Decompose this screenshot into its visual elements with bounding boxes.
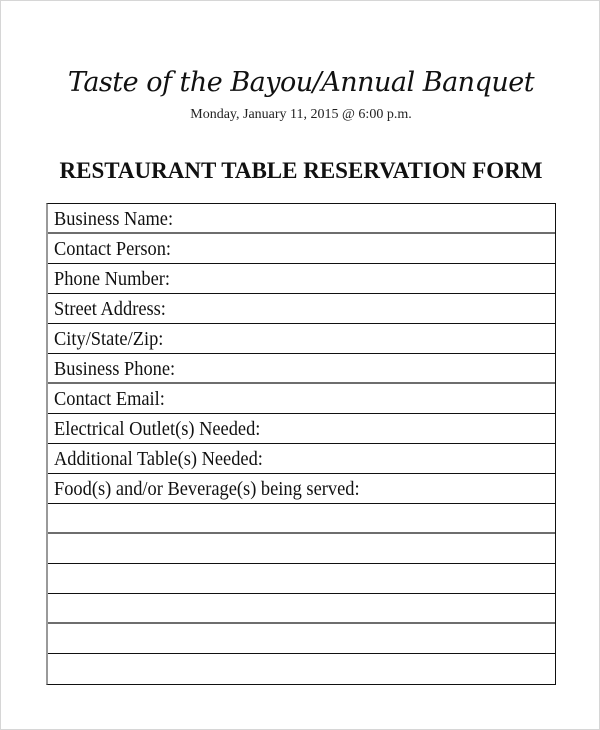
blank-line-1[interactable] [48,504,555,534]
field-label: Business Name: [54,208,174,230]
form-row-contact-email[interactable] [48,384,555,414]
reservation-form-table [46,203,556,685]
blank-line-2[interactable] [48,534,555,564]
field-label: Business Phone: [54,358,176,380]
event-date: Monday, January 11, 2015 @ 6:00 p.m. [190,107,412,122]
form-row-street-address[interactable] [48,294,555,324]
field-label: Street Address: [54,298,166,320]
form-row-additional-tables[interactable] [48,444,555,474]
field-label: Food(s) and/or Beverage(s) being served: [54,478,360,500]
form-row-contact-person[interactable] [48,234,555,264]
form-row-city-state-zip[interactable] [48,324,555,354]
field-label: City/State/Zip: [54,328,164,350]
blank-line-4[interactable] [48,594,555,624]
blank-line-6[interactable] [48,654,555,684]
blank-line-3[interactable] [48,564,555,594]
form-title: RESTAURANT TABLE RESERVATION FORM [59,158,543,183]
form-row-electrical-outlets[interactable] [48,414,555,444]
form-row-business-name[interactable] [48,204,555,234]
form-row-phone-number[interactable] [48,264,555,294]
blank-line-5[interactable] [48,624,555,654]
form-row-business-phone[interactable] [48,354,555,384]
field-label: Additional Table(s) Needed: [54,448,263,470]
field-label: Phone Number: [54,268,171,290]
event-title: Taste of the Bayou/Annual Banquet [67,67,535,98]
field-label: Contact Email: [54,388,165,410]
field-label: Electrical Outlet(s) Needed: [54,418,261,440]
form-row-food-beverages[interactable] [48,474,555,504]
field-label: Contact Person: [54,238,172,260]
